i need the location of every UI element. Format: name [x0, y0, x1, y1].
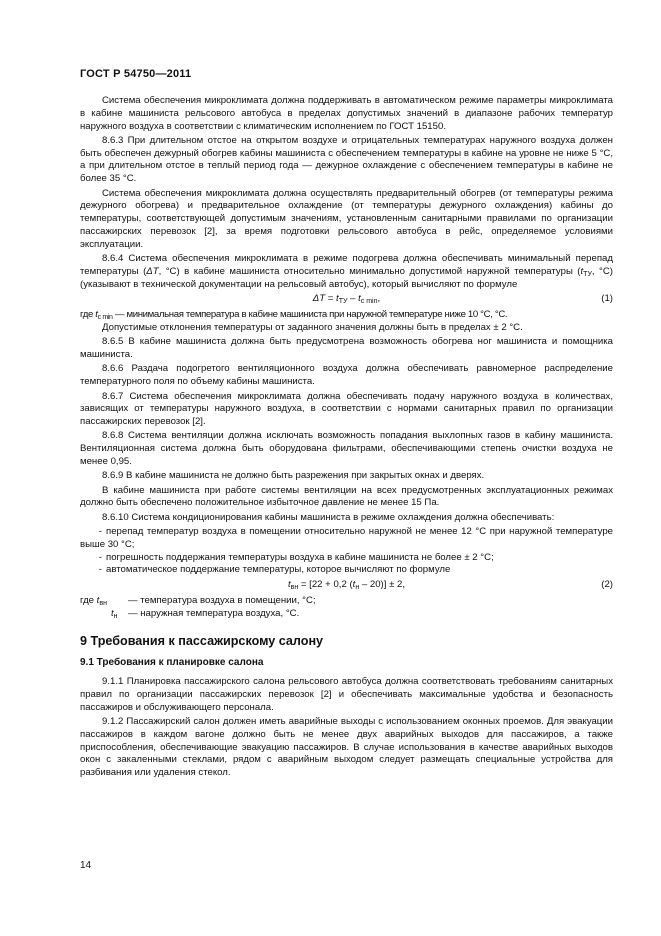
formula-legend-row [80, 608, 613, 621]
math-op: – [347, 293, 359, 305]
legend-text: — наружная температура воздуха, °С. [128, 607, 300, 619]
formula-2 [80, 579, 613, 592]
formula-1 [80, 293, 613, 306]
math-op: , [377, 293, 381, 305]
math-op: = [22 + 0,2 ( [298, 579, 353, 591]
subsection-heading-9-1: 9.1 Требования к планировке салона [80, 657, 264, 669]
list-item [80, 526, 613, 552]
paragraph-8-6-7: 8.6.7 Система обеспечения микроклимата должна обеспечивать подачу наружного воздуха в количествах, зависящих от температуры наружного воздуха, в соответствии с нормами санитарных правил по организации пассажирских перевозок [2]. [80, 390, 613, 428]
legend-symbol [80, 595, 128, 608]
math-subscript: н [355, 584, 360, 592]
math-subscript: ТУ [338, 298, 348, 306]
list-dash: - [98, 564, 102, 576]
list-item-text: погрешность поддержания температуры воздуха в кабине машиниста не более ± 2 °С; [106, 551, 494, 563]
paragraph-9-1-1: 9.1.1 Планировка пассажирского салона рельсового автобуса должна соответствовать требованиям санитарных правил по организации пассажирских перевозок [2] и обеспечивать максимальные удобства и безопасность пассажиров и обслуживающего персонала. [80, 676, 613, 713]
paragraph-8-6-3: 8.6.3 При длительном отстое на открытом воздухе и отрицательных температурах наружного воздуха должен быть обеспечен дежурный обогрев кабины машиниста с обеспечением температуры в кабине на уровне не ниже 5 °С, а при длительном отстое в теплый период года — дежурное охлаждение с обеспечением температуры в кабине не более 35 °С. [80, 134, 613, 185]
math-subscript: вн [99, 599, 107, 607]
text-run: — минимальная температура в кабине машиниста при наружной температуре ниже 10 °С, °С. [112, 309, 508, 321]
paragraph-8-6-9: 8.6.9 В кабине машиниста не должно быть разрежения при закрытых окнах и дверях. [102, 470, 485, 482]
paragraph: Система обеспечения микроклимата должна осуществлять предварительный обогрев (от температуры режима дежурного обогрева) и предварительное охлаждение (от температуры дежурного охлаждения) кабины до температуры, соответствующей допустимым значениям, установленным санитарными правилами по организации пассажирских перевозок [2], за время подготовки рельсового автобуса в рейс, определяемое условиями эксплуатации. [80, 187, 613, 250]
list-item [80, 564, 613, 577]
formula-legend [80, 309, 613, 322]
math-symbol: t [96, 594, 100, 606]
list-item [80, 552, 613, 565]
math-subscript: ТУ [583, 270, 592, 278]
list-item-text: автоматическое поддержание температуры, которое вычисляют по формуле [106, 564, 451, 576]
text-run: 8.6.4 Система обеспечения микроклимата в режиме подогрева должна обеспечивать минимальный перепад температуры ( [80, 253, 613, 277]
math-symbol: ΔT [146, 265, 159, 277]
math-subscript: c min [97, 314, 113, 322]
math-subscript: н [113, 612, 118, 620]
math-symbol: t [95, 309, 98, 321]
formula-legend-row [80, 595, 613, 608]
math-symbol: t [111, 607, 114, 619]
text-run: где [80, 594, 97, 606]
math-symbol: t [580, 265, 584, 277]
math-subscript: вн [290, 584, 299, 592]
math-op: – 20)] ± 2, [359, 579, 405, 591]
math-symbol: t [352, 579, 356, 591]
paragraph-8-6-4 [80, 253, 613, 291]
paragraph-8-6-5: 8.6.5 В кабине машиниста должна быть предусмотрена возможность обогрева ног машиниста и помощника машиниста. [80, 336, 613, 361]
legend-symbol [80, 608, 128, 621]
paragraph-9-1-2: 9.1.2 Пассажирский салон должен иметь аварийные выходы с использованием оконных проемов. Для эвакуации пассажиров в каждом вагоне должно быть не менее двух аварийных выходов для пассажиров, а также приспособления, обеспечивающие эвакуацию пассажиров. В случае использования в качестве аварийных выходов окон с закаленными стеклами, рядом с аварийным выходом следует размещать специальные устройства для разбивания или удаления стекол. [80, 716, 613, 779]
section-heading-9: 9 Требования к пассажирскому салону [80, 633, 324, 648]
list-dash: - [98, 551, 102, 563]
math-symbol: t [336, 293, 339, 305]
text-run: , °С) (указывают в технической документации на рельсовый автобус), который вычисляют по формуле [80, 265, 613, 290]
body-text [80, 95, 613, 780]
list-item-text: перепад температур воздуха в помещении относительно наружной не менее 12 °С при наружной температуре выше 30 °С; [80, 526, 613, 550]
paragraph-8-6-8: 8.6.8 Система вентиляции должна исключать возможность попадания выхлопных газов в кабину машиниста. Вентиляционная система должна быть оборудована фильтрами, обеспечивающими степень очистки воздуха не менее 0,95. [80, 430, 613, 468]
paragraph-8-6-10: 8.6.10 Система кондиционирования кабины машиниста в режиме охлаждения должна обеспечивать: [102, 511, 555, 523]
paragraph: В кабине машиниста при работе системы вентиляции на всех предусмотренных эксплуатационных режимах должно быть обеспечено положительное избыточное давление не менее 15 Па. [80, 484, 613, 509]
paragraph-8-6-6: 8.6.6 Раздача подогретого вентиляционного воздуха должна обеспечивать равномерное распределение температурного поля по объему кабины машиниста. [80, 363, 613, 388]
paragraph: Допустимые отклонения температуры от заданного значения должны быть в пределах ± 2 °С. [102, 322, 523, 334]
math-symbol: t [358, 293, 361, 305]
math-symbol: ΔT [312, 293, 326, 305]
math-symbol: t [287, 579, 291, 591]
math-op: = [325, 293, 337, 305]
list-dash: - [98, 526, 102, 537]
formula-number: (1) [601, 293, 613, 305]
standard-header: ГОСТ Р 54750—2011 [80, 68, 192, 80]
page-number: 14 [80, 860, 92, 871]
text-run: , °С) в кабине машиниста относительно минимально допустимой наружной температуры ( [158, 265, 581, 277]
paragraph: Система обеспечения микроклимата должна поддерживать в автоматическом режиме параметры микроклимата в кабине машиниста рельсового автобуса в пределах допустимых значений в диапазоне рабочих температур наружного воздуха в соответствии с климатическим исполнением по ГОСТ 15150. [80, 95, 613, 132]
math-subscript: c min [360, 298, 378, 306]
legend-text: — температура воздуха в помещении, °С; [128, 594, 316, 606]
formula-number: (2) [601, 579, 613, 591]
text-run: где [80, 309, 96, 321]
